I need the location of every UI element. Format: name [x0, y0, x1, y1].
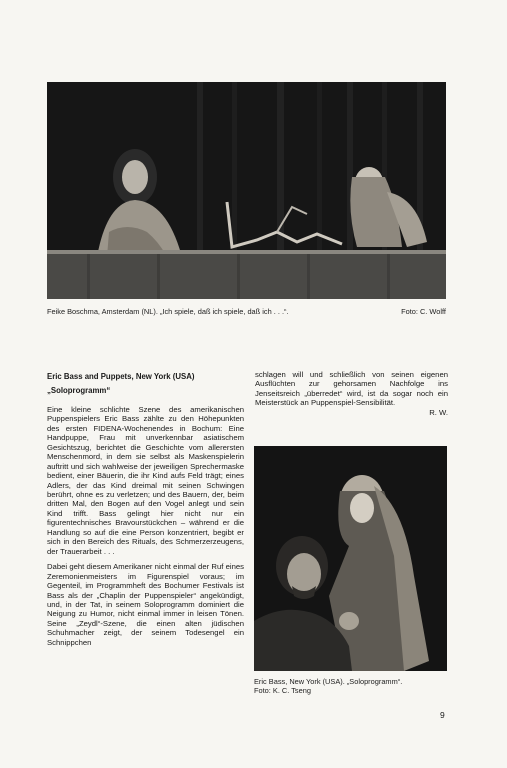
puppeteer-photo-graphic — [254, 446, 447, 671]
photo1-caption — [47, 307, 446, 316]
article-right-column — [255, 370, 448, 417]
article-heading: Eric Bass and Puppets, New York (USA) — [47, 372, 195, 381]
photo2-caption — [254, 677, 447, 695]
article-left-column — [47, 372, 244, 653]
photo1-caption-text: Feike Boschma, Amsterdam (NL). „Ich spiele, daß ich spiele, daß ich . . .“. — [47, 307, 289, 316]
article-paragraph-1: Eine kleine schlichte Szene des amerikanischen Puppenspielers Eric Bass zählte zu den Höhepunkten des ersten FIDENA-Wochenendes in Bochum: Eine Handpuppe, Frau mit unverkennbar asiatischem Gesichtszug, berichtet die Geschichte vom allerersten Menschenmord, in dem sie selbst als Maskenspielerin auftritt und sich wahlweise der jeweiligen Sprechermaske bedient, einer Bäuerin, die ihr Kind aufs Feld trägt; eines Adlers, der das Kind dreimal mit seinen Schwingen berührt, ohne es zu verletzen; und des Bauern, der, beim dritten Mal, den Bogen auf den Vogel anlegt und sein Kind trifft. Bass gelingt hier nicht nur ein figurentechnisches Bravourstückchen – während er die Handlung so auf die eine Person konzentriert, begibt er sich in den Bereich des Rituals, des Schmerzerzeugens, der Trauerarbeit . . . — [47, 404, 244, 556]
article-subtitle: „Soloprogramm“ — [47, 386, 111, 396]
photo-eric-bass — [254, 446, 447, 671]
photo-boschma — [47, 82, 446, 299]
stage-photo-graphic — [47, 82, 446, 299]
photo2-caption-line2: Foto: K. C. Tseng — [254, 686, 311, 695]
photo2-caption-line1: Eric Bass, New York (USA). „Soloprogramm“. — [254, 677, 403, 686]
article-paragraph-3: schlagen will und schließlich von seinen eigenen Ausflüchten zur gehorsamen Nachfolge ins Jenseitsreich „überredet“ wird, ist da sogar noch ein Meisterstück an Puppenspiel-Sensibilität. — [255, 370, 448, 408]
article-signature: R. W. — [429, 407, 448, 417]
page-number: 9 — [440, 710, 445, 720]
photo1-credit: Foto: C. Wolff — [401, 307, 446, 316]
article-paragraph-2: Dabei geht diesem Amerikaner nicht einmal der Ruf eines Zeremonienmeisters im Figurenspiel voraus; im Gegenteil, im Programmheft des Bochumer Festivals ist Bass als der „Chaplin der Puppenspieler“ angekündigt, und, in der Tat, in seinem Soloprogramm dominiert die Neigung zu Humor, nicht einmal immer in leisen Tönen. Seine „Zeydl“-Szene, die einen alten jüdischen Schuhmacher zeigt, der seinem Todesengel ein Schnippchen — [47, 562, 244, 647]
